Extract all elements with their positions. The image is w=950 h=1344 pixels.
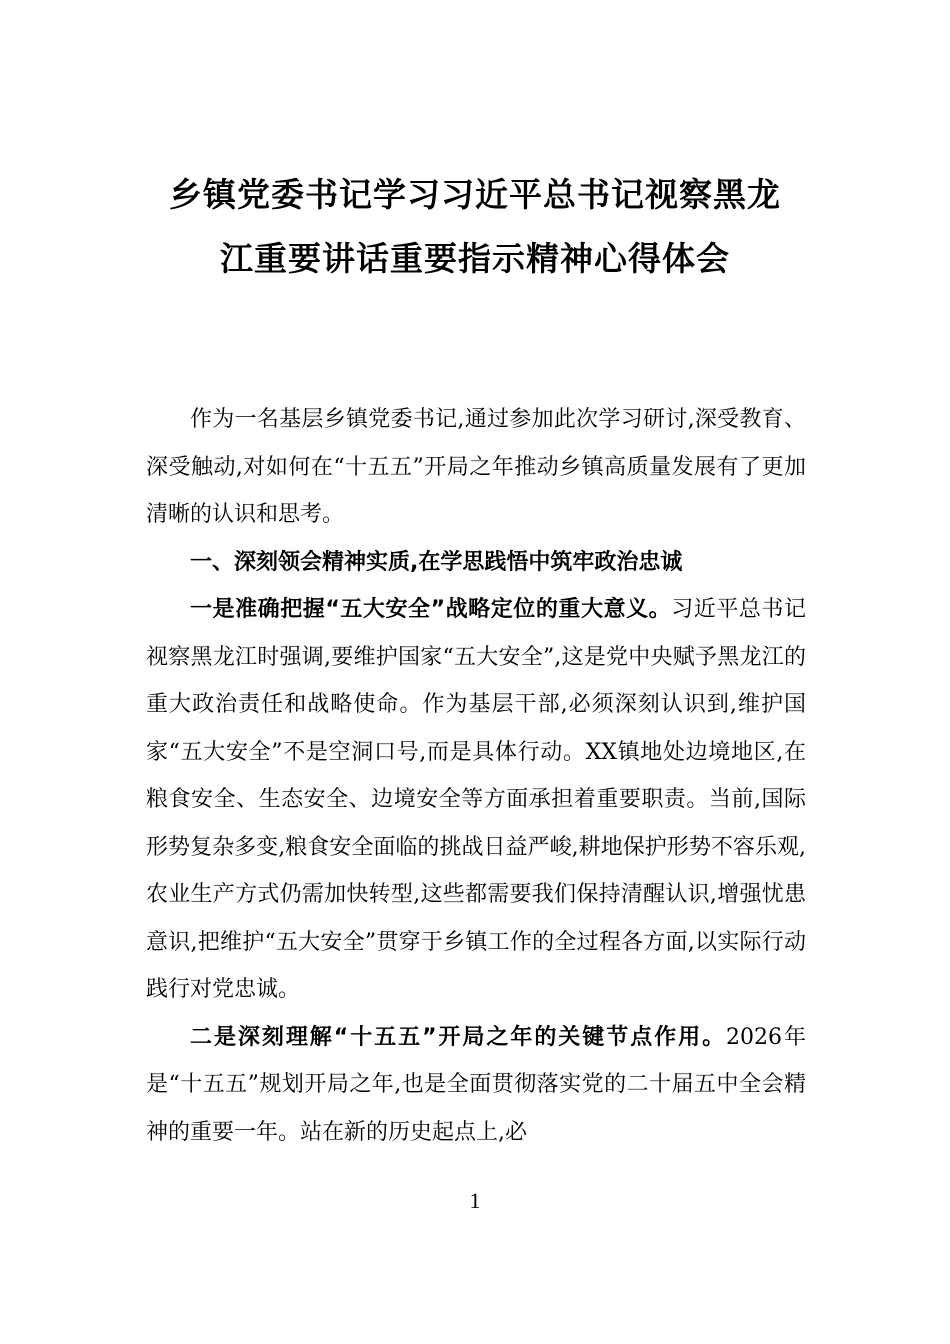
section-heading-1: 一、深刻领会精神实质,在学思践悟中筑牢政治忠诚 <box>190 549 683 575</box>
point-2-text: 2026年是“十五五”规划开局之年,也是全面贯彻落实党的二十届五中全会精神的重要一年。站在新的历史起点上,必 <box>146 1024 806 1145</box>
point-1-lead: 一是准确把握“五大安全”战略定位的重大意义。 <box>190 597 672 622</box>
title-line-1: 乡镇党委书记学习习近平总书记视察黑龙 <box>169 175 781 214</box>
title-line-2: 江重要讲话重要指示精神心得体会 <box>220 239 730 278</box>
point-1-paragraph <box>146 586 806 1014</box>
document-title <box>120 163 830 291</box>
intro-paragraph: 作为一名基层乡镇党委书记,通过参加此次学习研讨,深受教育、深受触动,对如何在“十五五”开局之年推动乡镇高质量发展有了更加清晰的认识和思考。 <box>146 407 806 527</box>
point-2-lead: 二是深刻理解“十五五”开局之年的关键节点作用。 <box>190 1024 727 1050</box>
point-1-text: 习近平总书记视察黑龙江时强调,要维护国家“五大安全”,这是党中央赋予黑龙江的重大政治责任和战略使命。作为基层干部,必须深刻认识到,维护国家“五大安全”不是空洞口号,而是具体行动。XX镇地处边境地区,在粮食安全、生态安全、边境安全等方面承担着重要职责。当前,国际形势复杂多变,粮食安全面临的挑战日益严峻,耕地保护形势不容乐观,农业生产方式仍需加快转型,这些都需要我们保持清醒认识,增强忧患意识,把维护“五大安全”贯穿于乡镇工作的全过程各方面,以实际行动践行对党忠诚。 <box>146 597 806 1002</box>
document-body <box>146 396 806 1156</box>
page-number: 1 <box>469 1188 481 1213</box>
point-2-paragraph <box>146 1014 806 1157</box>
